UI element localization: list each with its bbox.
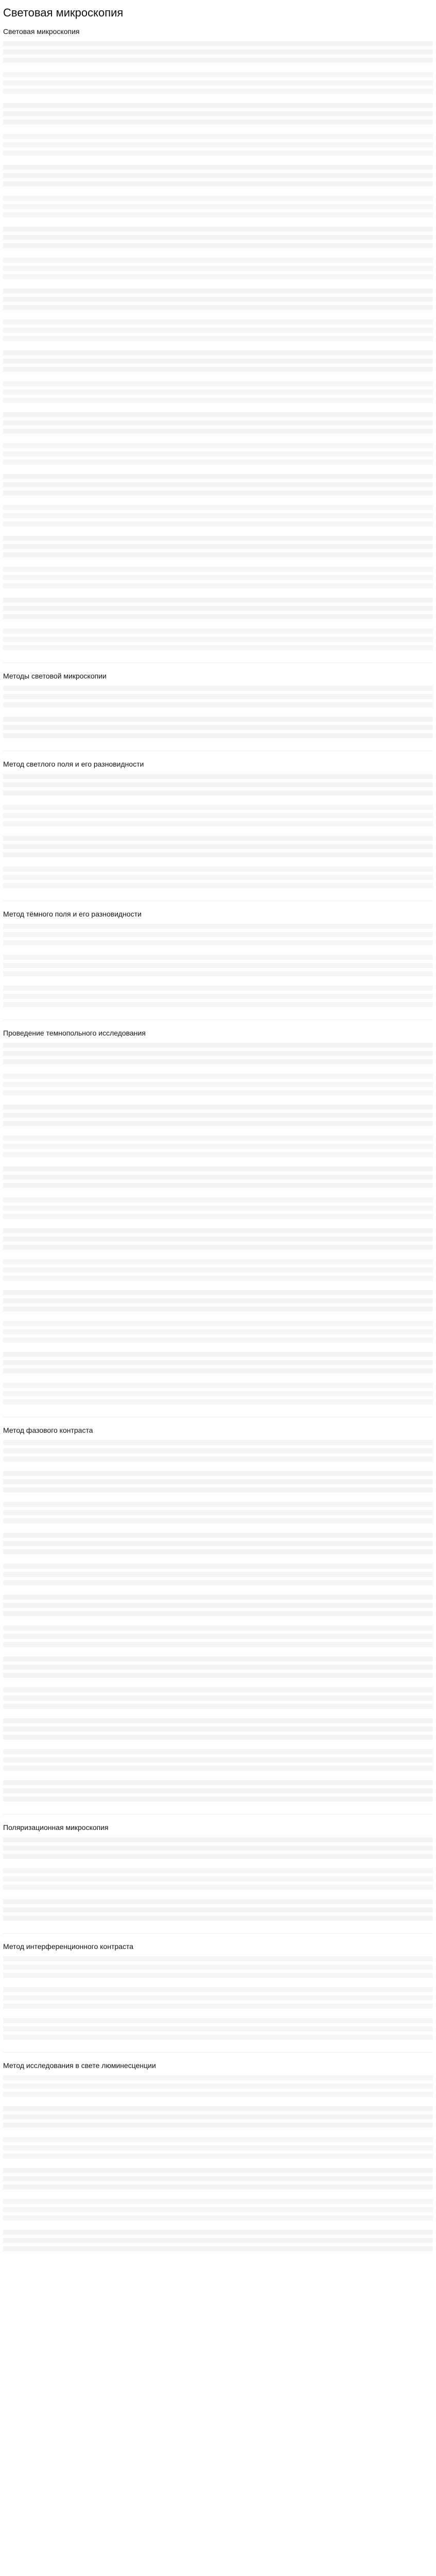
paragraph [3, 227, 433, 251]
paragraph [3, 2018, 433, 2043]
section [3, 1942, 433, 2043]
paragraph [3, 41, 433, 66]
paragraph [3, 1383, 433, 1408]
paragraph [3, 1656, 433, 1681]
paragraph [3, 505, 433, 530]
section [3, 1028, 433, 1408]
paragraph [3, 1228, 433, 1253]
paragraph [3, 2106, 433, 2131]
paragraph [3, 836, 433, 860]
divider [3, 1814, 433, 1815]
section [3, 671, 433, 741]
paragraph [3, 443, 433, 468]
paragraph [3, 1625, 433, 1650]
paragraph [3, 536, 433, 561]
section-title: Метод интерференционного контраста [3, 1942, 134, 1951]
paragraph [3, 717, 433, 741]
section-title: Метод фазового контраста [3, 1426, 93, 1434]
paragraph [3, 1749, 433, 1774]
section [3, 909, 433, 1010]
paragraph [3, 1899, 433, 1924]
paragraph [3, 955, 433, 979]
paragraph [3, 774, 433, 799]
paragraph [3, 1718, 433, 1743]
paragraph [3, 805, 433, 829]
paragraph [3, 1837, 433, 1862]
paragraph [3, 1352, 433, 1377]
paragraph [3, 1780, 433, 1805]
paragraph [3, 629, 433, 653]
paragraph [3, 1956, 433, 1981]
paragraph [3, 2075, 433, 2100]
section [3, 759, 433, 891]
paragraph [3, 319, 433, 344]
paragraph [3, 1290, 433, 1315]
sections-container [3, 27, 433, 2255]
section-title: Световая микроскопия [3, 27, 80, 36]
page-title: Световая микроскопия [3, 6, 124, 19]
paragraph [3, 1105, 433, 1129]
divider [3, 2052, 433, 2053]
paragraph [3, 1074, 433, 1098]
paragraph [3, 924, 433, 948]
section-title: Методы световой микроскопии [3, 672, 107, 680]
paragraph [3, 134, 433, 159]
paragraph [3, 1687, 433, 1712]
paragraph [3, 986, 433, 1010]
paragraph [3, 1043, 433, 1067]
paragraph [3, 289, 433, 313]
section-title: Метод светлого поля и его разновидности [3, 760, 144, 768]
section-title: Проведение темнопольного исследования [3, 1029, 146, 1037]
section-title: Метод исследования в свете люминесценции [3, 2061, 156, 2070]
paragraph [3, 2137, 433, 2162]
paragraph [3, 1440, 433, 1465]
paragraph [3, 1166, 433, 1191]
paragraph [3, 103, 433, 128]
section [3, 27, 433, 653]
paragraph [3, 1136, 433, 1160]
paragraph [3, 350, 433, 375]
paragraph [3, 2199, 433, 2224]
paragraph [3, 165, 433, 190]
section [3, 2061, 433, 2255]
paragraph [3, 72, 433, 97]
section-title: Метод тёмного поля и его разновидности [3, 910, 142, 918]
paragraph [3, 2168, 433, 2193]
paragraph [3, 196, 433, 221]
paragraph [3, 1321, 433, 1346]
section [3, 1823, 433, 1924]
paragraph [3, 412, 433, 437]
paragraph [3, 1595, 433, 1619]
paragraph [3, 567, 433, 591]
paragraph [3, 2230, 433, 2255]
paragraph [3, 867, 433, 891]
paragraph [3, 474, 433, 499]
section-title: Поляризационная микроскопия [3, 1823, 109, 1832]
paragraph [3, 1868, 433, 1893]
paragraph [3, 1987, 433, 2012]
paragraph [3, 598, 433, 622]
paragraph [3, 1259, 433, 1284]
divider [3, 1933, 433, 1934]
paragraph [3, 1564, 433, 1588]
paragraph [3, 258, 433, 282]
paragraph [3, 686, 433, 710]
paragraph [3, 1197, 433, 1222]
section [3, 1426, 433, 1805]
paragraph [3, 1471, 433, 1496]
paragraph [3, 1533, 433, 1557]
paragraph [3, 381, 433, 406]
paragraph [3, 1502, 433, 1527]
